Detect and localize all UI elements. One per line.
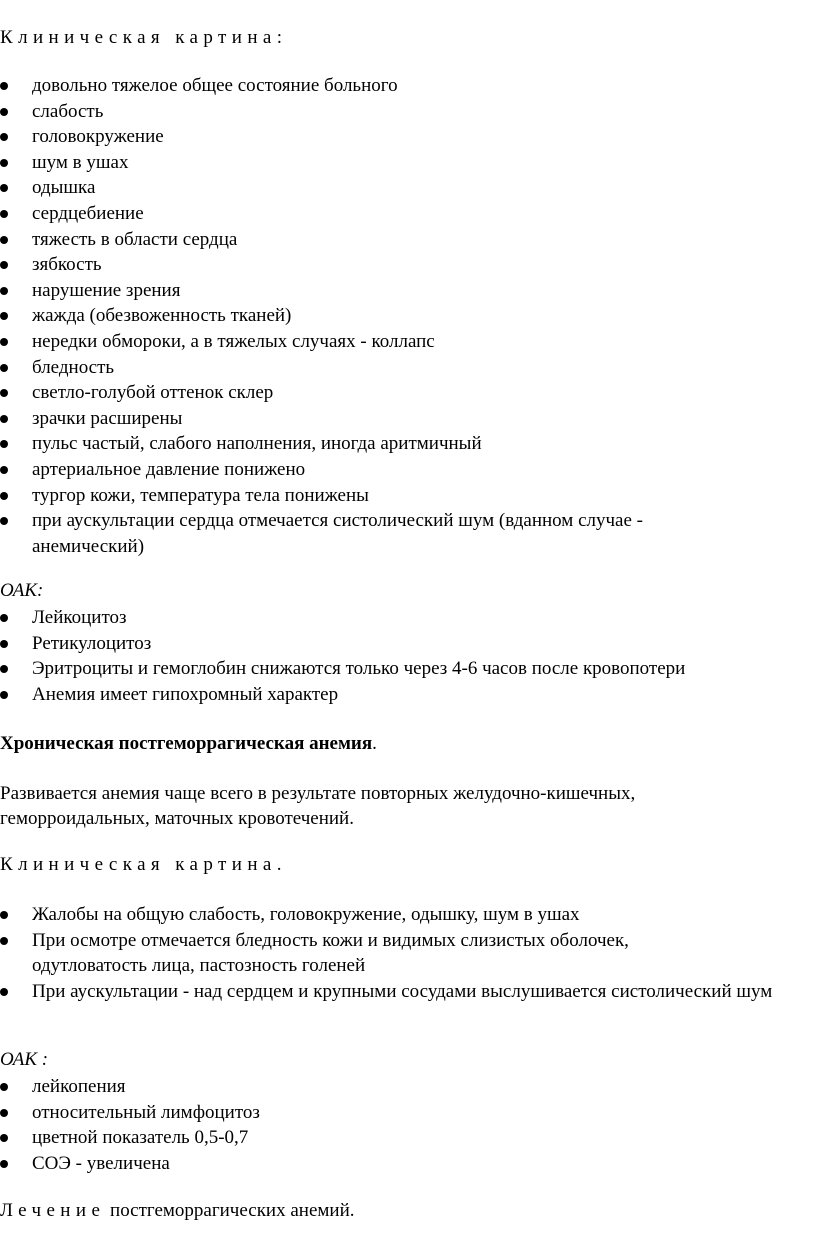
list-item: слабость: [0, 99, 812, 125]
section-heading-clinical-picture-2: Клиническая картина.: [0, 854, 287, 875]
bullet-icon: [0, 691, 8, 699]
bullet-icon: [0, 466, 8, 474]
list-item: нарушение зрения: [0, 278, 812, 304]
bullet-icon: [0, 492, 8, 500]
list-item: Ретикулоцитоз: [0, 631, 812, 657]
section-heading-clinical-picture: Клиническая картина:: [0, 27, 288, 48]
bullet-icon: [0, 364, 8, 372]
list-item: Жалобы на общую слабость, головокружение, одышку, шум в ушах: [0, 902, 812, 928]
bullet-icon: [0, 184, 8, 192]
bullet-icon: [0, 1160, 8, 1168]
symptoms-list: [0, 73, 812, 559]
list-item: Анемия имеет гипохромный характер: [0, 682, 812, 708]
list-item: тургор кожи, температура тела понижены: [0, 483, 812, 509]
list-item: лейкопения: [0, 1074, 812, 1100]
chronic-anemia-title: Хроническая постгеморрагическая анемия.: [0, 733, 377, 754]
list-item: сердцебиение: [0, 201, 812, 227]
bullet-icon: [0, 236, 8, 244]
list-item: При аускультации - над сердцем и крупными сосудами выслушивается систолический шум: [0, 979, 816, 1005]
oak-list-2: [0, 1074, 812, 1176]
bullet-icon: [0, 517, 8, 525]
list-item: При осмотре отмечается бледность кожи и видимых слизистых оболочек, одутловатость лица, пастозность голеней: [0, 928, 722, 979]
list-item: цветной показатель 0,5-0,7: [0, 1125, 812, 1151]
bullet-icon: [0, 338, 8, 346]
list-item: головокружение: [0, 124, 812, 150]
list-item: светло-голубой оттенок склер: [0, 380, 812, 406]
bullet-icon: [0, 133, 8, 141]
list-item: довольно тяжелое общее состояние больного: [0, 73, 812, 99]
bullet-icon: [0, 415, 8, 423]
list-item: жажда (обезвоженность тканей): [0, 303, 812, 329]
chronic-paragraph-line-1: Развивается анемия чаще всего в результате повторных желудочно-кишечных,: [0, 783, 636, 804]
bullet-icon: [0, 210, 8, 218]
list-item: Лейкоцитоз: [0, 605, 812, 631]
chronic-paragraph-line-2: геморроидальных, маточных кровотечений.: [0, 808, 354, 829]
complaints-list: [0, 902, 812, 1004]
bullet-icon: [0, 159, 8, 167]
list-item: зрачки расширены: [0, 406, 812, 432]
bullet-icon: [0, 1083, 8, 1091]
bullet-icon: [0, 911, 8, 919]
list-item: Эритроциты и гемоглобин снижаются только через 4-6 часов после кровопотери: [0, 656, 812, 682]
list-item: одышка: [0, 175, 812, 201]
oak-list: [0, 605, 812, 707]
oak-heading: ОАК:: [0, 580, 44, 601]
oak-heading-2: ОАК :: [0, 1049, 49, 1070]
treatment-heading: Лечение постгеморрагических анемий.: [0, 1200, 355, 1221]
bullet-icon: [0, 640, 8, 648]
list-item: относительный лимфоцитоз: [0, 1100, 812, 1126]
list-item: зябкость: [0, 252, 812, 278]
bullet-icon: [0, 287, 8, 295]
bullet-icon: [0, 1109, 8, 1117]
bullet-icon: [0, 108, 8, 116]
bullet-icon: [0, 261, 8, 269]
list-item: СОЭ - увеличена: [0, 1151, 812, 1177]
bullet-icon: [0, 82, 8, 90]
list-item: пульс частый, слабого наполнения, иногда аритмичный: [0, 431, 812, 457]
list-item: бледность: [0, 355, 812, 381]
list-item: нередки обмороки, а в тяжелых случаях - коллапс: [0, 329, 812, 355]
bullet-icon: [0, 988, 8, 996]
list-item: тяжесть в области сердца: [0, 227, 812, 253]
list-item: шум в ушах: [0, 150, 812, 176]
bullet-icon: [0, 440, 8, 448]
bullet-icon: [0, 1134, 8, 1142]
bullet-icon: [0, 665, 8, 673]
bullet-icon: [0, 937, 8, 945]
list-item: при аускультации сердца отмечается систолический шум (вданном случае - анемический): [0, 508, 722, 559]
list-item: артериальное давление понижено: [0, 457, 812, 483]
bullet-icon: [0, 389, 8, 397]
bullet-icon: [0, 614, 8, 622]
bullet-icon: [0, 312, 8, 320]
